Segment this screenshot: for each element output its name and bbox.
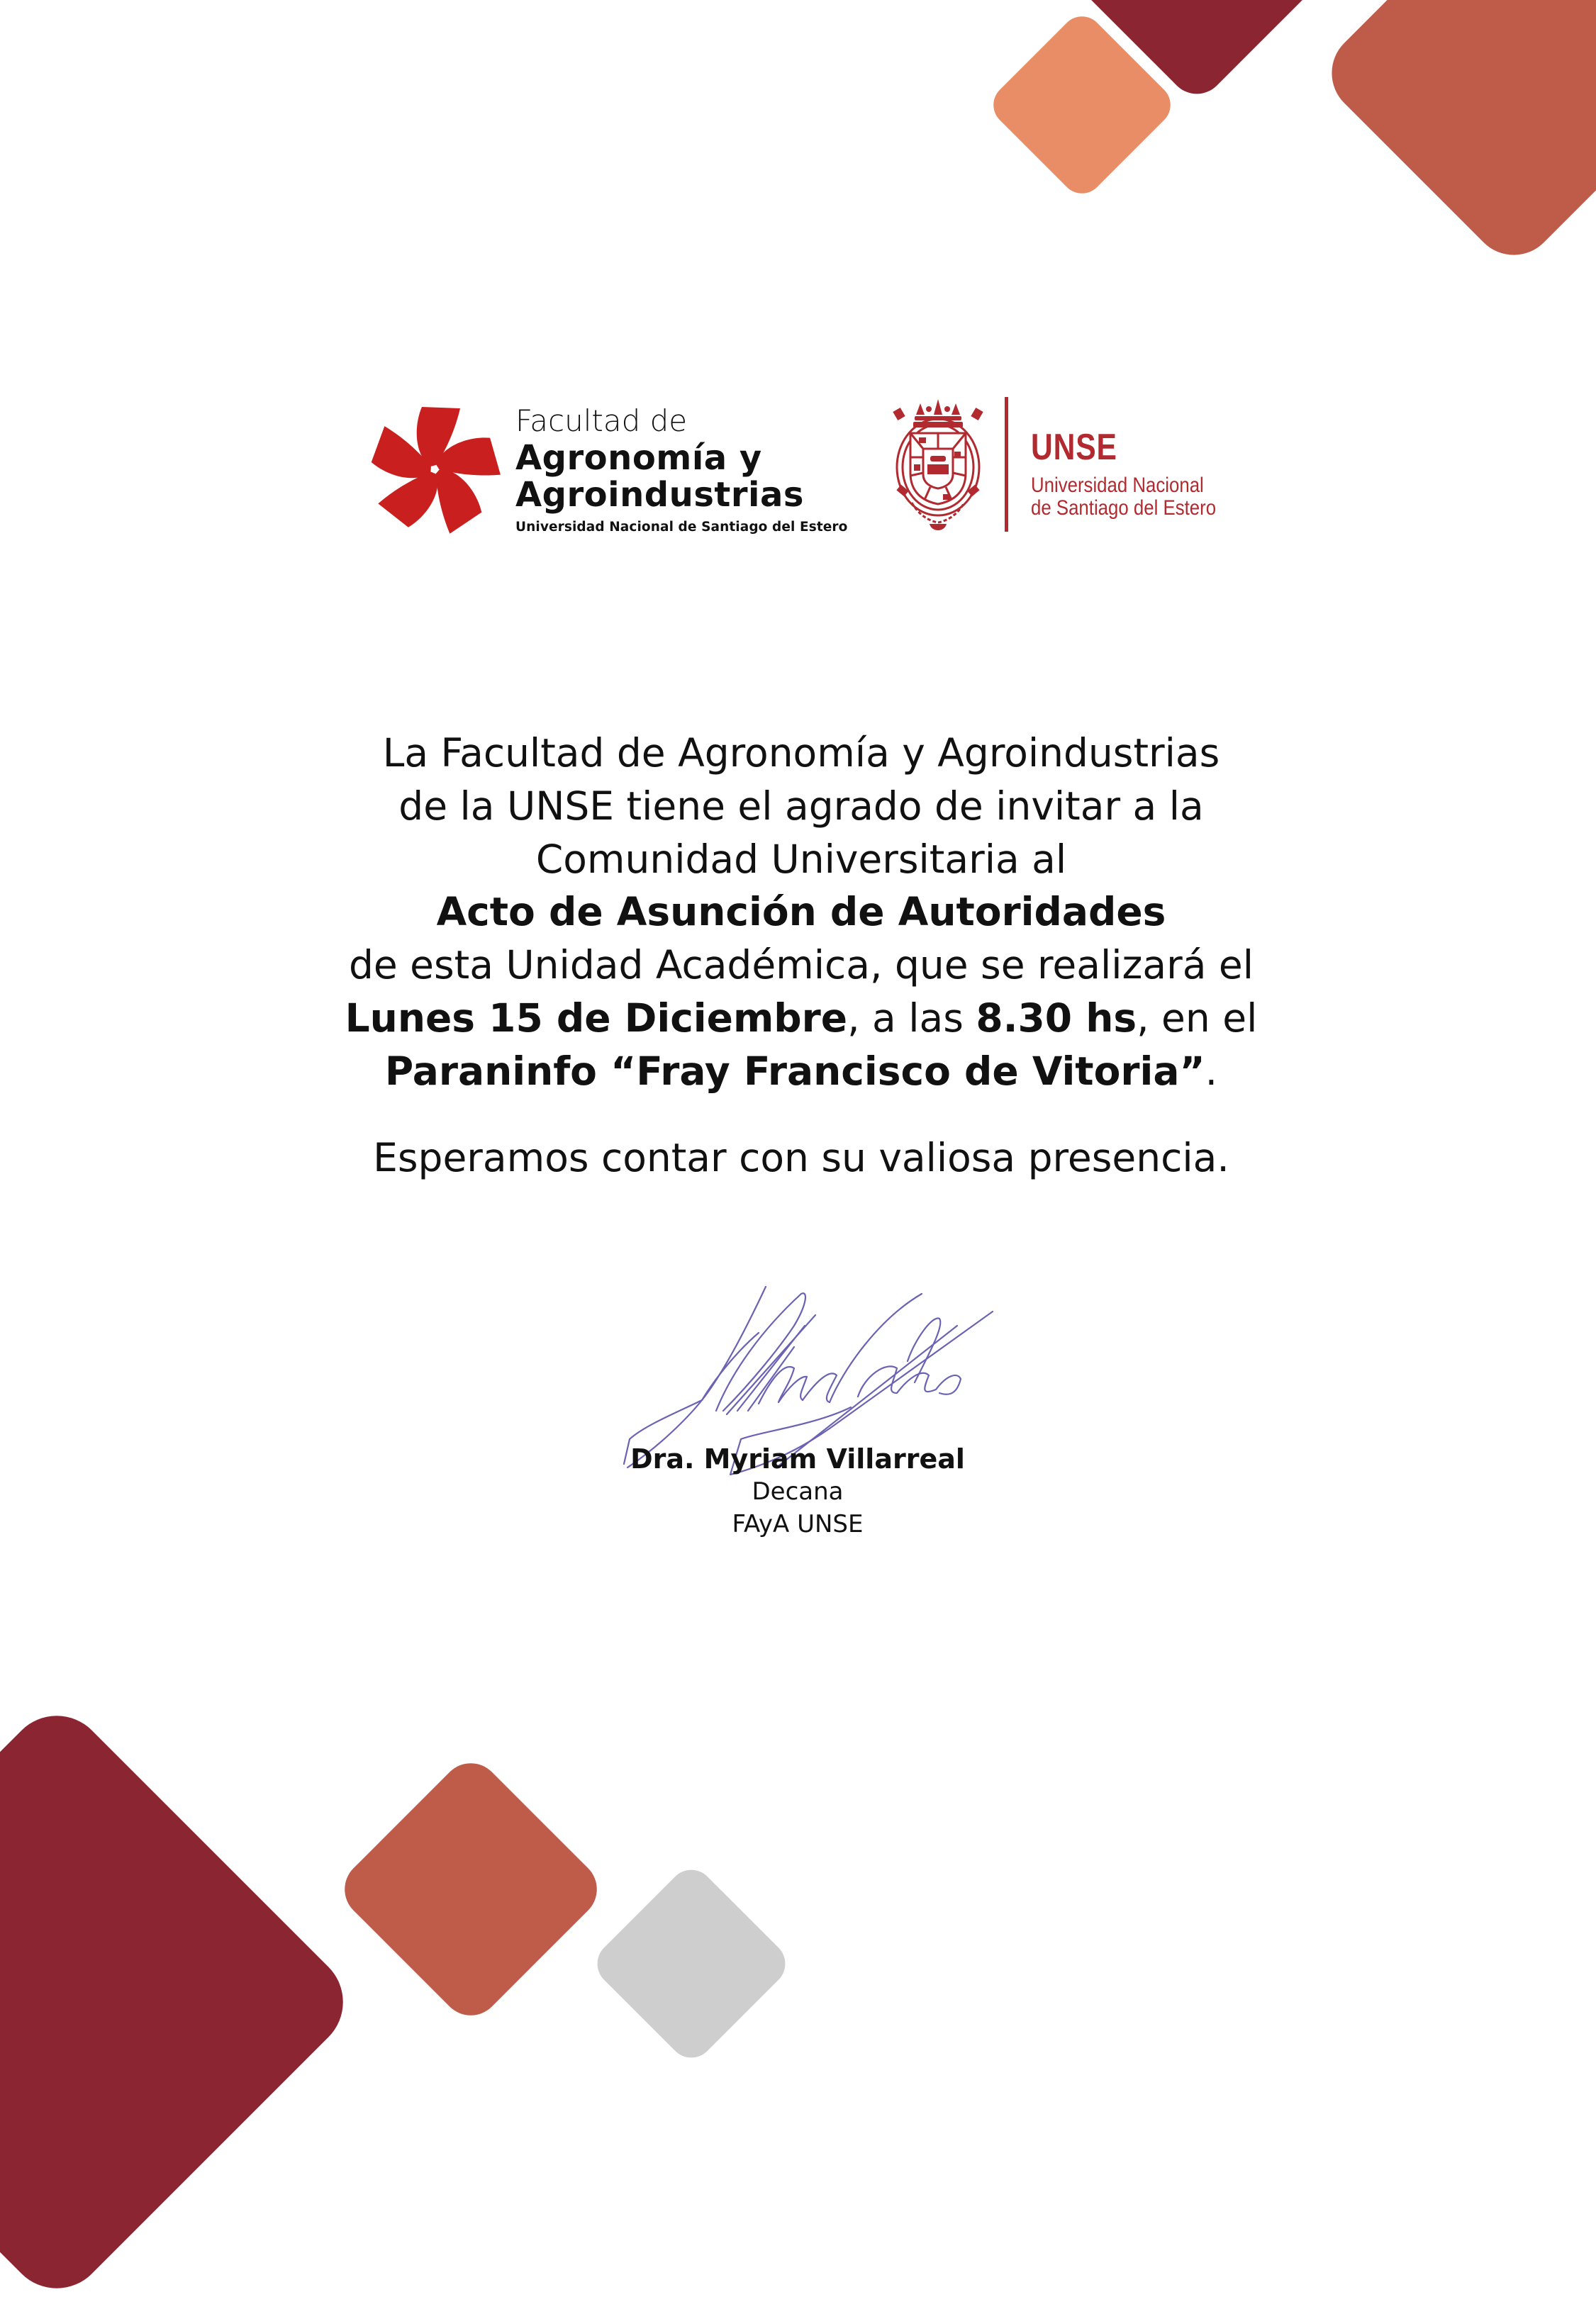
invitation-line-3: Comunidad Universitaria al [535,836,1067,882]
signer-role: Decana [752,1477,844,1506]
unse-logo-text [1031,427,1246,520]
logo-divider [1005,397,1008,532]
faya-logo-text [515,403,848,537]
decorative-diamond-dark-red-bottom [0,1695,364,2308]
event-date: Lunes 15 de Diciembre [345,995,848,1041]
unse-acronym: UNSE [1031,427,1117,468]
invitation-text [213,727,1390,1098]
crest-icon [891,396,986,535]
invitation-line-6 [213,992,1390,1045]
signer-name: Dra. Myriam Villarreal [630,1443,965,1475]
decorative-diamond-rust [1315,0,1596,272]
closing-text: Esperamos contar con su valiosa presencia. [373,1135,1229,1180]
signer-institution: FAyA UNSE [732,1510,864,1538]
event-title: Acto de Asunción de Autoridades [436,889,1166,935]
faya-logo-line3: Agroindustrias [515,475,804,515]
signer-block [585,1443,1010,1541]
event-time: 8.30 hs [976,995,1137,1041]
invitation-line-2: de la UNSE tiene el agrado de invitar a la [398,783,1204,829]
invitation-line-5: de esta Unidad Académica, que se realizará el [348,942,1254,988]
flower-icon [368,401,504,535]
invitation-line-6-end: , en el [1137,995,1258,1041]
invitation-line-7-end: . [1205,1048,1218,1094]
faya-logo-line2: Agronomía y [515,438,762,478]
invitation-line-6-mid: , a las [847,995,976,1041]
invitation-line-7 [213,1045,1390,1098]
decorative-diamond-rust-bottom [333,1751,609,2028]
faya-logo-line1: Facultad de [515,403,688,438]
invitation-line-1: La Facultad de Agronomía y Agroindustrias [382,730,1220,776]
decorative-diamond-gray-bottom [588,1860,794,2067]
unse-name-line2: de Santiago del Estero [1031,496,1217,520]
faya-logo-subtitle: Universidad Nacional de Santiago del Estero [515,520,848,535]
event-venue: Paraninfo “Fray Francisco de Vitoria” [384,1048,1205,1094]
unse-name-line1: Universidad Nacional [1031,474,1204,497]
